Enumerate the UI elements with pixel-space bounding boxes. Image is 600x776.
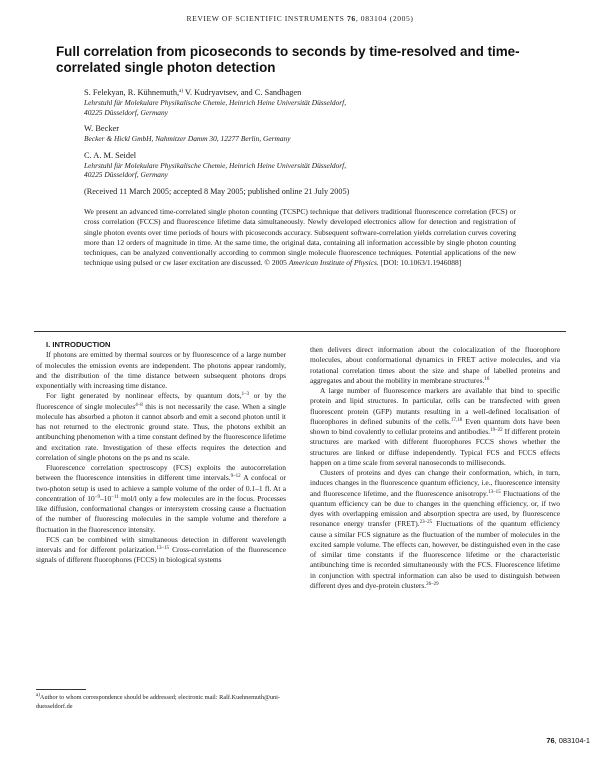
authors-block (84, 87, 544, 196)
footnote-text: Author to whom correspondence should be addressed; electronic mail: Ralf.Kuehnemuth@uni-duesseldorf.de (36, 694, 281, 710)
affiliation-3-line-2: 40225 Düsseldorf, Germany (84, 170, 168, 180)
abstract-publisher: American Institute of Physics. (288, 258, 379, 268)
paper-title: Full correlation from picoseconds to seconds by time-resolved and time-correlated single photon detection (56, 44, 520, 75)
footnote-divider (36, 689, 86, 690)
citation-ref[interactable]: 19–22 (490, 428, 503, 433)
citation-ref[interactable]: 23–25 (419, 520, 433, 526)
paragraph: For light generated by nonlinear effects, by quantum dots,$^{1-3}$ or by the fluorescence of single molecules$^{4-8}$ this is not necessarily the case. When a single molecule has absorbed a photon it cannot absorb and emit a second photon until it has not returned to the electronic ground state. Thus, the photons exhibit an antibunching phenomenon with a time constant defined by the fluorescence lifetime and excitation rate. Investigation of these effects requires the detection and correlation of single photons on the ps and ns scale. (36, 391, 286, 462)
footer-volume: 76 (546, 736, 555, 745)
citation-ref[interactable]: 13–15 (156, 546, 169, 551)
paragraph: Fluorescence correlation spectroscopy (FCS) exploits the autocorrelation between the fluorescence intensities in different time intervals.$^{9-12}$ A confocal or two-photon setup is used to achieve a sample volume of the order of 0.1–1 fl. At a concentration of $10^{-9}-10^{-11}$ mol/l only a few molecules are in the focus. Processes like diffusion, conformational changes or intersystem crossing cause a fluctuation of the number of fluorescing molecules in the sample volume and therefore a fluctuation in the fluorescence intensity. (36, 463, 287, 534)
author-footnote-marker[interactable]: a) (179, 89, 184, 94)
abstract (84, 207, 516, 269)
citation-ref[interactable]: 13–15 (488, 489, 501, 495)
footer-page: , 083104-1 (554, 736, 590, 745)
footnote (36, 694, 286, 711)
right-column (310, 345, 560, 591)
citation-ref[interactable]: 1–3 (241, 392, 250, 398)
citation-ref[interactable]: 16 (484, 376, 490, 382)
paragraph: If photons are emitted by thermal sources or by fluorescence of a large number of molecules the emission events are independent. The photons appear randomly, and the distribution of the time distance between subsequent photons drops exponentially with increasing time distance. (36, 350, 286, 390)
paragraph: A large number of fluorescence markers are available that bind to specific protein and lipid structures. In particular, cells can be transfected with green fluorescent protein (GFP) mutants resulting in a well-defined localisation of fluorophores in defined subunits of the cells.$^{17,18}$ Even quantum dots have been shown to bind covalently to cellular proteins and antibodies.$^{19-22}$ If different protein structures are marked with different fluorophores FCCS shows whether the structures are linked or diffuse independently. Typical FCS and FCCS effects happen on a time scale from several nanoseconds to milliseconds. (310, 386, 560, 467)
author-group-2: W. Becker (84, 124, 120, 134)
affiliation-2: Becker & Hickl GmbH, Nahmitzer Damm 30, 12277 Berlin, Germany (84, 134, 291, 144)
citation-ref[interactable]: 9–12 (230, 474, 241, 480)
paragraph: Clusters of proteins and dyes can change their conformation, which, in turn, induces changes in the fluorescence quantum efficiency, i.e., fluorescence intensity and fluorescence lifetime, and the fluorescence anisotropy.$^{13-15}$ Fluctuations of the quantum efficiency can be due to changes in the quenching efficiency, or, if two dyes with overlapping emission and absorption spectra are used, by fluorescence resonance energy transfer (FRET).$^{23-25}$ Fluctuations of the quantum efficiency cause a similar FCS signature as the fluctuation of the number of molecules in the excited sample volume. The effects can, however, be distinguished even in the case of similar time constants if the fluorescence lifetime or the characteristic antibunching time is recorded simultaneously with the FCS. Fluorescence lifetime in conjunction with spectral information can also be used to distinguish between different dyes and dye-protein clusters.$^{26-29}$ (310, 468, 560, 590)
journal-header (0, 14, 600, 23)
affiliation-1-line-2: 40225 Düsseldorf, Germany (84, 107, 168, 117)
section-heading: I. INTRODUCTION (46, 340, 111, 349)
page-footer (0, 736, 590, 745)
section-divider (34, 331, 566, 332)
citation-ref[interactable]: 26–29 (426, 581, 439, 587)
left-column (36, 340, 286, 566)
affiliation-3-line-1: Lehrstuhl für Molekulare Physikalische Chemie, Heinrich Heine Universität Düsseldorf, (84, 160, 347, 170)
journal-name: REVIEW OF SCIENTIFIC INSTRUMENTS (186, 14, 345, 23)
citation-ref[interactable]: 4–8 (135, 402, 143, 408)
footnote-marker: a) (36, 693, 40, 698)
affiliation-1-line-1: Lehrstuhl für Molekulare Physikalische Chemie, Heinrich Heine Universität Düsseldorf, (84, 98, 347, 107)
received-dates: (Received 11 March 2005; accepted 8 May 2005; published online 21 July 2005) (84, 186, 350, 196)
paragraph: FCS can be combined with simultaneous detection in different wavelength intervals and for different polarization.$^{13-15}$ Cross-correlation of the fluorescence signals of different fluorophores (FCCS) in biological systems (36, 534, 286, 565)
author-group-3: C. A. M. Seidel (84, 150, 137, 160)
citation-ref[interactable]: 17,18 (450, 417, 463, 423)
author-group-1: S. Felekyan, R. Kühnemuth,$^{a)}$ V. Kudryavtsev, and C. Sandhagen (84, 88, 302, 97)
journal-volume: 76 (347, 14, 356, 23)
abstract-text: We present an advanced time-correlated single photon counting (TCSPC) technique that delivers traditional fluorescence correlation (FCS) or cross correlation (FCCS) and fluorescence lifetime data simultaneously. Newly developed electronics allow for detection and registration of single photon events over time periods of hours with picoseconds accuracy. Subsequent software-correlation yields correlation curves covering more than 12 orders of magnitude in time. At the same time, the original data, containing all information accessible by single photon counting techniques, can be analyzed conventionally according to common single molecule fluorescence techniques. Potential applications of the new technique using pulsed or cw laser excitation are discussed. © 2005 (84, 207, 516, 268)
exponent: −11 (111, 494, 119, 500)
exponent: −9 (94, 494, 101, 500)
paragraph: then delivers direct information about the colocalization of the fluorophore molecules, about conformational dynamics in FRET active molecules, and via rotational correlation times about the size and shape of labelled proteins and aggregates and about the mobility in membrane structures.$^{16}$ (310, 345, 560, 385)
journal-citation: , 083104 (2005) (355, 14, 414, 23)
abstract-doi[interactable]: [DOI: 10.1063/1.1946088] (378, 258, 462, 268)
